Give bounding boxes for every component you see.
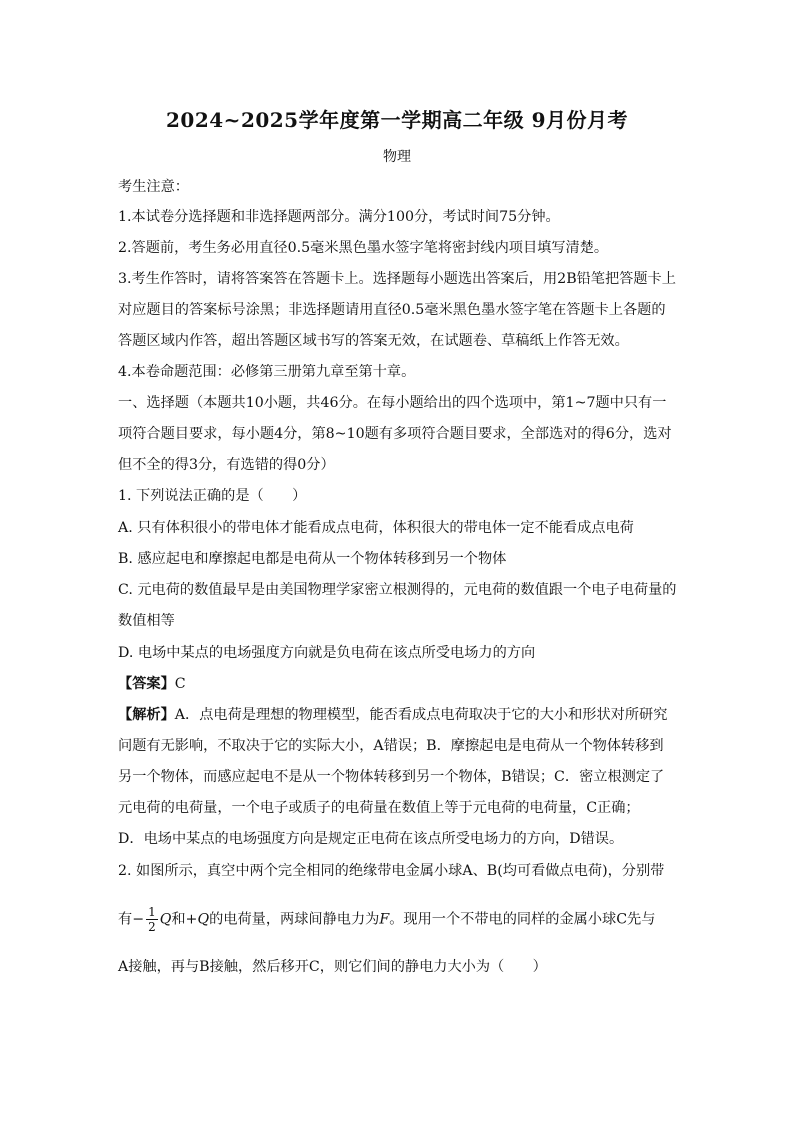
- analysis-line: D．电场中某点的电场强度方向是规定正电荷在该点所受电场力的方向，D错误。: [118, 831, 624, 847]
- question-1-option-b: B. 感应起电和摩擦起电都是电荷从一个物体转移到另一个物体: [118, 551, 507, 567]
- notice-item: 3.考生作答时，请将答案答在答题卡上。选择题每小题选出答案后，用2B铅笔把答题卡上: [118, 271, 676, 287]
- section-instructions: 一、选择题（本题共10小题，共46分。在每小题给出的四个选项中，第1~7题中只有一: [118, 395, 667, 411]
- question-1-stem: 1. 下列说法正确的是（ ）: [118, 488, 307, 504]
- question-2-stem-cont: [118, 905, 678, 934]
- text-run: 的电荷量，两球间静电力为: [209, 911, 380, 928]
- notice-item: 对应题目的答案标号涂黑；非选择题请用直径0.5毫米黑色墨水签字笔在答题卡上各题的: [118, 302, 666, 318]
- section-instructions: 但不全的得3分，有选错的得0分）: [118, 457, 335, 473]
- answer-value: C: [174, 676, 186, 692]
- notice-item: 4.本卷命题范围：必修第三册第九章至第十章。: [118, 364, 416, 380]
- subject-label: 物理: [383, 149, 411, 165]
- notice-item: 2.答题前，考生务必用直径0.5毫米黑色墨水签字笔将密封线内项目填写清楚。: [118, 240, 609, 256]
- notice-item: 1.本试卷分选择题和非选择题两部分。满分100分，考试时间75分钟。: [118, 209, 560, 225]
- notice-heading: 考生注意：: [118, 179, 189, 195]
- question-1-option-d: D. 电场中某点的电场强度方向就是负电荷在该点所受电场力的方向: [118, 645, 536, 661]
- analysis-line: 元电荷的电荷量，一个电子或质子的电荷量在数值上等于元电荷的电荷量，C正确；: [118, 800, 640, 816]
- question-1-option-c-cont: 数值相等: [118, 613, 175, 629]
- fraction: [146, 905, 158, 934]
- section-instructions: 项符合题目要求，每小题4分，第8~10题有多项符合题目要求，全部选对的得6分，选对: [118, 426, 672, 442]
- question-1-analysis: [118, 705, 678, 725]
- charge-symbol: Q: [197, 911, 210, 928]
- force-symbol: F: [379, 911, 390, 928]
- fraction-numerator: 1: [148, 905, 156, 919]
- question-2-stem: 2. 如图所示，真空中两个完全相同的绝缘带电金属小球A、B(均可看做点电荷)，分别带: [118, 863, 665, 879]
- page-title: 2024~2025学年度第一学期高二年级 9月份月考: [166, 108, 628, 132]
- question-1-answer: [118, 674, 678, 694]
- question-1-option-c: C. 元电荷的数值最早是由美国物理学家密立根测得的，元电荷的数值跟一个电子电荷量的: [118, 582, 677, 598]
- analysis-line: 问题有无影响，不取决于它的实际大小，A错误；B．摩擦起电是电荷从一个物体转移到: [118, 738, 664, 754]
- question-1-option-a: A. 只有体积很小的带电体才能看成点电荷，体积很大的带电体一定不能看成点电荷: [118, 520, 634, 536]
- text-run: 和+: [171, 911, 198, 928]
- analysis-label: 【解析】: [118, 707, 175, 723]
- text-run: 。现用一个不带电的同样的金属小球C先与: [389, 911, 656, 928]
- notice-item: 答题区域内作答，超出答题区域书写的答案无效，在试题卷、草稿纸上作答无效。: [118, 333, 629, 349]
- analysis-line: 另一个物体，而感应起电不是从一个物体转移到另一个物体，B错误；C．密立根测定了: [118, 769, 665, 785]
- charge-symbol: Q: [159, 911, 172, 928]
- fraction-denominator: 2: [148, 920, 156, 934]
- text-run: 有−: [118, 911, 145, 928]
- analysis-text: A．点电荷是理想的物理模型，能否看成点电荷取决于它的大小和形状对所研究: [174, 707, 668, 723]
- question-2-stem-cont: A接触，再与B接触，然后移开C，则它们间的静电力大小为（ ）: [118, 959, 547, 975]
- answer-label: 【答案】: [118, 676, 175, 692]
